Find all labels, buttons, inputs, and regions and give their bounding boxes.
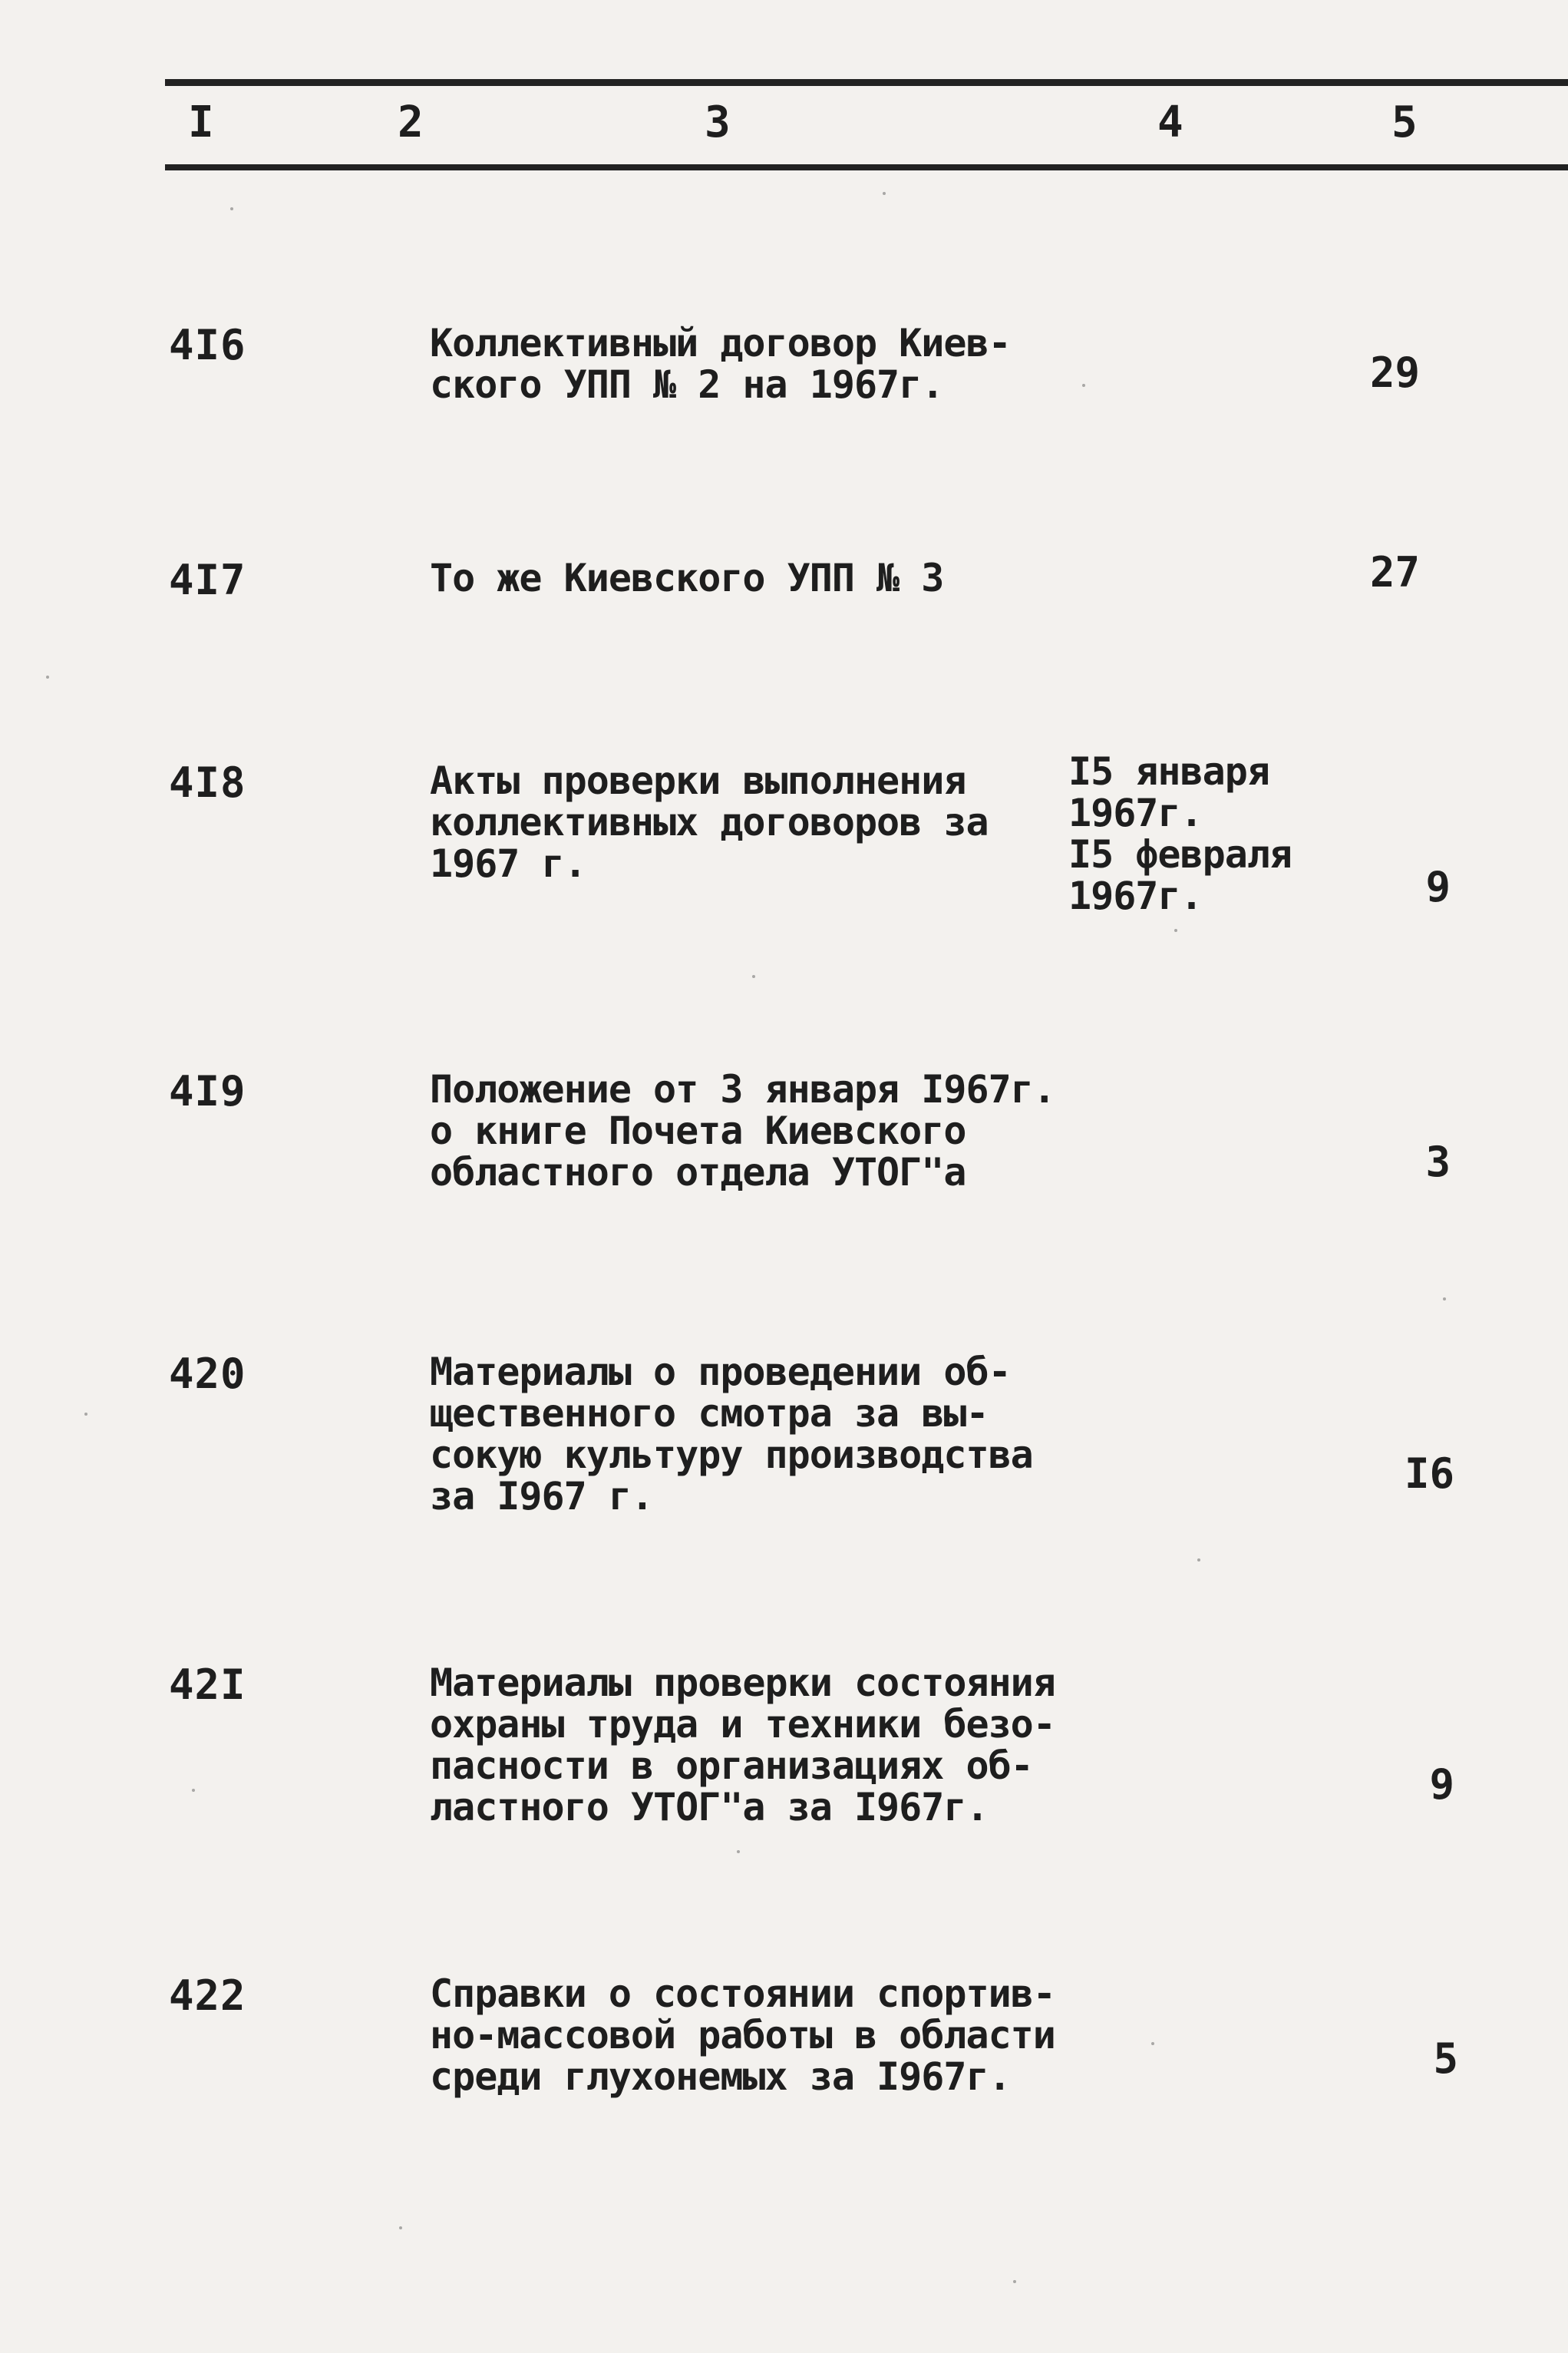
scan-speck — [1151, 2042, 1154, 2045]
entry-title: Материалы о проведении об- щественного смотра за вы- сокую культуру производства за I967 г. — [430, 1350, 1033, 1519]
entry-number: 42I — [169, 1661, 246, 1709]
entry-sheet-count: 9 — [1425, 863, 1451, 911]
scan-speck — [1013, 2280, 1016, 2283]
scan-speck — [1443, 1297, 1446, 1300]
entry-title: Акты проверки выполнения коллективных договоров за 1967 г. — [430, 758, 989, 886]
scan-speck — [46, 676, 49, 679]
scan-speck — [883, 192, 886, 195]
scan-speck — [1082, 384, 1085, 387]
entry-number: 4I8 — [169, 758, 246, 807]
column-header-2: 2 — [398, 97, 424, 147]
entry-sheet-count: 3 — [1425, 1138, 1451, 1186]
entry-number: 4I9 — [169, 1067, 246, 1115]
scan-speck — [1197, 1558, 1200, 1562]
scan-speck — [737, 1850, 740, 1853]
header-top-rule — [165, 79, 1568, 86]
entry-sheet-count: 9 — [1429, 1760, 1454, 1809]
entry-title: То же Киевского УПП № 3 — [430, 556, 944, 600]
entry-title: Материалы проверки состояния охраны труда и техники безо- пасности в организациях об- ластного УТОГ"а за I967г. — [430, 1661, 1055, 1829]
entry-number: 4I6 — [169, 321, 246, 369]
column-header-4: 4 — [1157, 97, 1183, 147]
entry-title: Коллективный договор Киев- ского УПП № 2 на 1967г. — [430, 321, 1011, 407]
scan-speck — [1174, 929, 1177, 932]
entry-sheet-count: I6 — [1404, 1449, 1454, 1498]
column-header-1: I — [188, 97, 214, 147]
scan-speck — [752, 975, 755, 978]
scan-speck — [399, 2226, 402, 2229]
entry-sheet-count: 29 — [1369, 349, 1420, 397]
entry-number: 420 — [169, 1350, 246, 1398]
scan-speck — [230, 207, 233, 210]
header-bottom-rule — [165, 164, 1568, 170]
scan-speck — [84, 1413, 87, 1416]
entry-number: 4I7 — [169, 556, 246, 604]
entry-dates: I5 января 1967г. I5 февраля 1967г. — [1068, 749, 1292, 918]
entry-sheet-count: 5 — [1433, 2034, 1458, 2083]
scan-speck — [192, 1789, 195, 1792]
entry-title: Справки о состоянии спортив- но-массовой работы в области среди глухонемых за I967г. — [430, 1971, 1055, 2099]
entry-title: Положение от 3 января I967г. о книге Почета Киевского областного отдела УТОГ"а — [430, 1067, 1055, 1195]
column-header-3: 3 — [705, 97, 731, 147]
entry-sheet-count: 27 — [1369, 548, 1420, 597]
column-header-5: 5 — [1391, 97, 1418, 147]
entry-number: 422 — [169, 1971, 246, 2020]
